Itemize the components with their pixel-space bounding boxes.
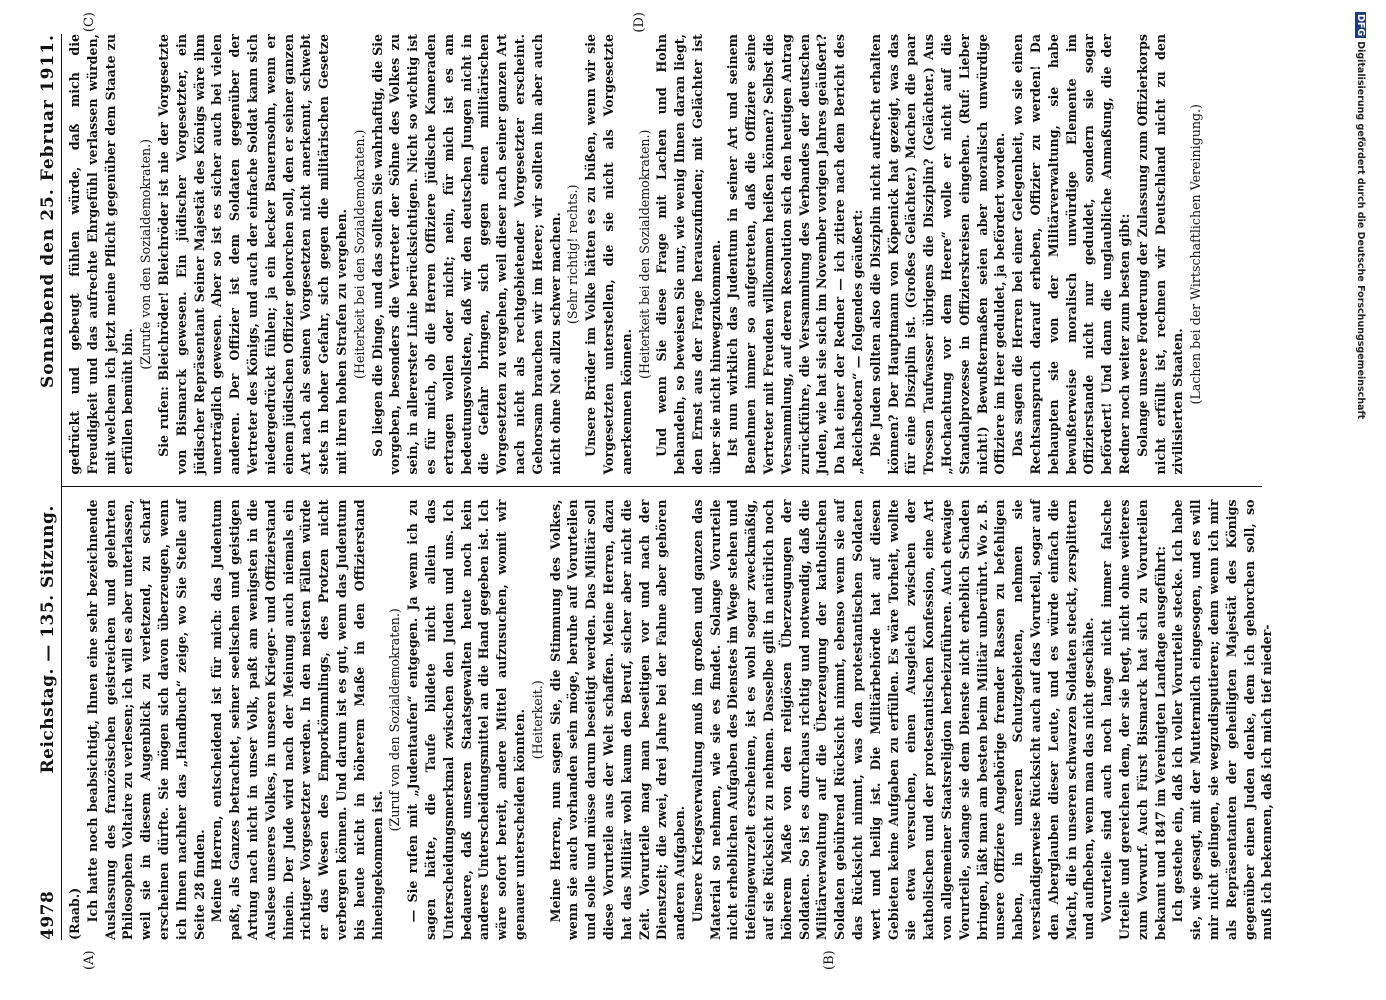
paragraph: Ich gestehe ein, daß ich voller Vorurteile stecke. Ich habe sie, wie gesagt, mit der Muttermilch eingesogen, und es will mir nicht gelingen, sie wegzudisputieren; denn wenn ich mir als Repräsentanten der geheiligten Majestät des Königs gegenüber einen Juden denke, dem ich gehorchen soll, so muß ich bekennen, daß ich mich tief nieder- xyxy=(1170,499,1275,940)
paragraph: So liegen die Dinge, und das sollten Sie wahrhaftig, die Sie vorgeben, besonders die Vertreter der Söhne des Volkes zu sein, in allererster Linie berücksichtigen. Nicht so wichtig ist es für mich, ob die Herren Offiziere jüdische Kameraden ertragen wollen oder nicht; nein, für mich ist es am bedeutungsvollsten, daß wir den deutschen Jungen nicht in die Gefahr bringen, sich gegen einen militärischen Vorgesetzten zu vergehen, weil dieser nach seiner ganzen Art nach nicht als rechtgebietender Vorgesetzter erscheint. Gehorsam brauchen wir im Heere; wir sollten ihn aber auch nicht ohne Not allzu schwer machen. xyxy=(369,34,563,475)
paragraph: Die Juden sollten also die Disziplin nicht aufrecht erhalten können? Der Hauptmann von Köpenick hat gezeigt, was das für eine Disziplin ist. (Großes Gelächter.) Machen die paar Trossen Taufwasser übrigens die Disziplin? (Gelächter.) Aus „Hochachtung vor dem Heere“ wolle er nicht auf die Standalprozesse in Offizierskreisen eingehen. (Ruf: Lieber nicht!) Bewußtermaßen seien aber moralisch unwürdige Offiziere im Heer geduldet, ja befördert worden. xyxy=(867,34,1008,475)
paragraph: — Sie rufen mit „Judentaufen“ entgegen. Ja wenn ich zu sagen hätte, die Taufe bildete nicht allein das Unterscheidungsmerkmal zwischen den Juden und uns. Ich bedauere, daß unseren Staatsgewalten heute noch kein anderes Unterscheidungsmittel an die Hand gegeben ist. Ich wäre sofort bereit, andere Mittel aufzusuchen, womit wir genauer unterscheiden könnten. xyxy=(405,499,527,940)
margin-mark-b: (B) xyxy=(822,950,837,970)
session-title: Reichstag. — 135. Sitzung. xyxy=(38,505,58,774)
paragraph: Solange unsere Forderung der Zulassung zum Offizierkorps nicht erfüllt ist, rechnen wir Deutschland nicht zu den zivilisierten Staaten. xyxy=(1134,34,1186,475)
right-column xyxy=(62,34,1262,488)
interjection: (Heiterkeit bei den Sozialdemokraten.) xyxy=(636,129,652,379)
interjection: (Lachen bei der Wirtschaftlichen Vereinigung.) xyxy=(1188,104,1204,405)
dfg-logo: DFG xyxy=(1355,14,1366,37)
interjection: (Heiterkeit bei den Sozialdemokraten.) xyxy=(351,129,367,379)
session-date: Sonnabend den 25. Februar 1911. xyxy=(38,34,58,388)
page-number: 4978 xyxy=(38,890,58,940)
paragraph: Vorurteile sind auch noch lange nicht immer falsche Urteile und gereichen dem, der sie hegt, nicht ohne weiteres zum Vorwurf. Auch Fürst Bismarck hat sich zu Vorurteilen bekannt und 1847 im Vereinigten Landtage ausgeführt: xyxy=(1099,499,1168,940)
funding-note: Digitalisierung gefördert durch die Deutsche Forschungsgemeinschaft xyxy=(1355,41,1366,420)
interjection: (Zuruf von den Sozialdemokraten.) xyxy=(387,608,403,832)
digitization-footer xyxy=(1355,12,1386,992)
paragraph: gedrückt und gebeugt fühlen würde, daß mich die Freudigkeit und das aufrechte Ehrgefühl verlassen würden, mit welchem ich jetzt meine Pflicht gegenüber dem Staate zu erfüllen bemüht bin. xyxy=(67,34,136,475)
paragraph: Und wenn Sie diese Frage mit Lachen und Hohn behandeln, so beweisen Sie nur, wie wenig Ihnen daran liegt, den Ernst aus der Frage herauszufinden; mit Gelächter ist über sie nicht hinwegzukommen. xyxy=(654,34,723,475)
margin-mark-a: (A) xyxy=(82,950,97,970)
interjection: (Heiterkeit.) xyxy=(529,680,545,760)
left-column xyxy=(62,488,1275,941)
paragraph: Meine Herren, nun sagen Sie, die Stimmung des Volkes, wenn sie auch vorhanden sein möge, beruhe auf Vorurteilen und solle und müsse darum beseitigt werden. Das Militär soll diese Vorurteile aus der Welt schaffen. Meine Herren, dazu hat das Militär wohl kaum den Beruf, sicher aber nicht die Zeit. Vorurteile mag man beseitigen vor und nach der Dienstzeit; die zwei, drei Jahre bei der Fahne aber gehören anderen Aufgaben. xyxy=(547,499,688,940)
paragraph: Unsere Kriegsverwaltung muß im großen und ganzen das Material so nehmen, wie sie es findet. Solange Vorurteile nicht erheblichen Aufgaben des Dienstes im Wege stehen und tiefeingewurzelt erscheinen, ist es wohl sogar zweckmäßig, auf sie Rücksicht zu nehmen. Dasselbe gilt in natürlich noch höherem Maße von den religiösen Überzeugungen der Soldaten. So ist es durchaus richtig und notwendig, daß die Militärverwaltung auf die Überzeugung der katholischen Soldaten gebührend Rücksicht nimmt, ebenso wenn sie auf das Rücksicht nimmt, was den protestantischen Soldaten wert und heilig ist. Die Militärbehörde hat auf diesen Gebieten keine Aufgaben zu erfüllen. Es wäre Torheit, wollte sie etwa versuchen, einen Ausgleich zwischen der katholischen und der protestantischen Konfession, eine Art von allgemeiner Staatsreligion herbeizuführen. Auch etwaige Vorurteile, solange sie dem Dienste nicht erheblich Schaden bringen, läßt man am besten beim Militär unberührt. Wo z. B. unsere Offiziere Angehörige fremder Rassen zu befehligen haben, in unseren Schutzgebieten, nehmen sie verständigerweise Rücksicht auch auf das Vorurteil, sogar auf den Aberglauben dieser Leute, und es würde einfach die Macht, die in unseren schwarzen Soldaten steckt, zersplittern und aufheben, wenn man das nicht geschähe. xyxy=(689,499,1097,940)
interjection: (Sehr richtig! rechts.) xyxy=(565,184,581,325)
page-header xyxy=(38,34,62,940)
text-columns xyxy=(62,12,1275,970)
paragraph: Meine Herren, entscheidend ist für mich: das Judentum paßt, als Ganzes betrachtet, seiner seelischen und geistigen Artung nach nicht in unser Volk, paßt am wenigsten in die Auslese unseres Volkes, in unseren Krieger- und Offizierstand hinein. Der Jude wird nach der Meinung auch niemals ein richtiger Vorgesetzter werden. In den meisten Fällen würde er das Wesen des Emporkömmlings, des Protzen nicht verbergen können. Und darum ist es gut, wenn das Judentum bis heute nicht in höherem Maße in den Offizierstand hineingekommen ist. xyxy=(209,499,385,940)
paragraph: (Raab.) xyxy=(67,887,82,940)
margin-mark-c: (C) xyxy=(82,12,97,33)
paragraph: Das sagen die Herren bei einer Gelegenheit, wo sie einen Rechtsanspruch darauf erheben, Offizier zu werden! Da behaupten sie von der Militärverwaltung, sie habe bewußterweise moralisch unwürdige Elemente im Offizierstande nicht nur geduldet, sondern sie sogar befördert! Und dann die unglaubliche Anmaßung, die der Redner noch weiter zum besten gibt: xyxy=(1010,34,1133,475)
paragraph: Ich hatte noch beabsichtigt, Ihnen eine sehr bezeichnende Auslassung des französischen geistreichen und gelehrten Philosophen Voltaire zu verlesen; ich will es aber unterlassen, weil sie in diesem Augenblick zu verletzend, zu scharf erscheinen dürfte. Sie mögen sich davon überzeugen, wenn ich Ihnen nachher das „Handbuch“ zeige, wo Sie Stelle auf Seite 28 finden. xyxy=(84,499,207,940)
paragraph: Unsere Brüder im Volke hätten es zu büßen, wenn wir sie Vorgesetzten unterstellen, die sie nicht als Vorgesetzte anerkennen können. xyxy=(583,34,634,475)
interjection: (Zurufe von den Sozialdemokraten.) xyxy=(138,138,154,370)
paragraph: Sie rufen: Bleichröder! Bleichröder ist nie der Vorgesetzte von Bismarck gewesen. Ein jüdischer Vorgesetzter, ein jüdischer Repräsentant Seiner Majestät des Königs wäre ihm unerträglich gewesen. Aber so ist es sicher auch bei vielen anderen. Der Offizier ist dem Soldaten gegenüber der Vertreter des Königs, und auch der einfache Soldat kann sich niedergedrückt fühlen; ja ein kecker Bauernsohn, wenn er einem jüdischen Offizier gehorchen soll, den er seiner ganzen Art nach als seinen Vorgesetzten nicht anerkennt, schwebt stets in hoher Gefahr, sich gegen die militärischen Gesetze mit ihren hohen Strafen zu vergehen. xyxy=(155,34,349,475)
margin-mark-d: (D) xyxy=(632,12,647,33)
paragraph: Ist nun wirklich das Judentum in seiner Art und seinem Benehmen immer so aufgetreten, daß die Offiziere seine Vertreter mit Freuden willkommen heißen können? Selbst die Versammlung, auf deren Resolution sich den heutigen Antrag zurückführe, die Versammlung des Verbandes der deutschen Juden, wie hat sie sich im November vorigen Jahres geäußert? Da hat einer der Redner — ich zitiere nach dem Bericht des „Reichsboten“ — folgendes geäußert: xyxy=(725,34,866,475)
